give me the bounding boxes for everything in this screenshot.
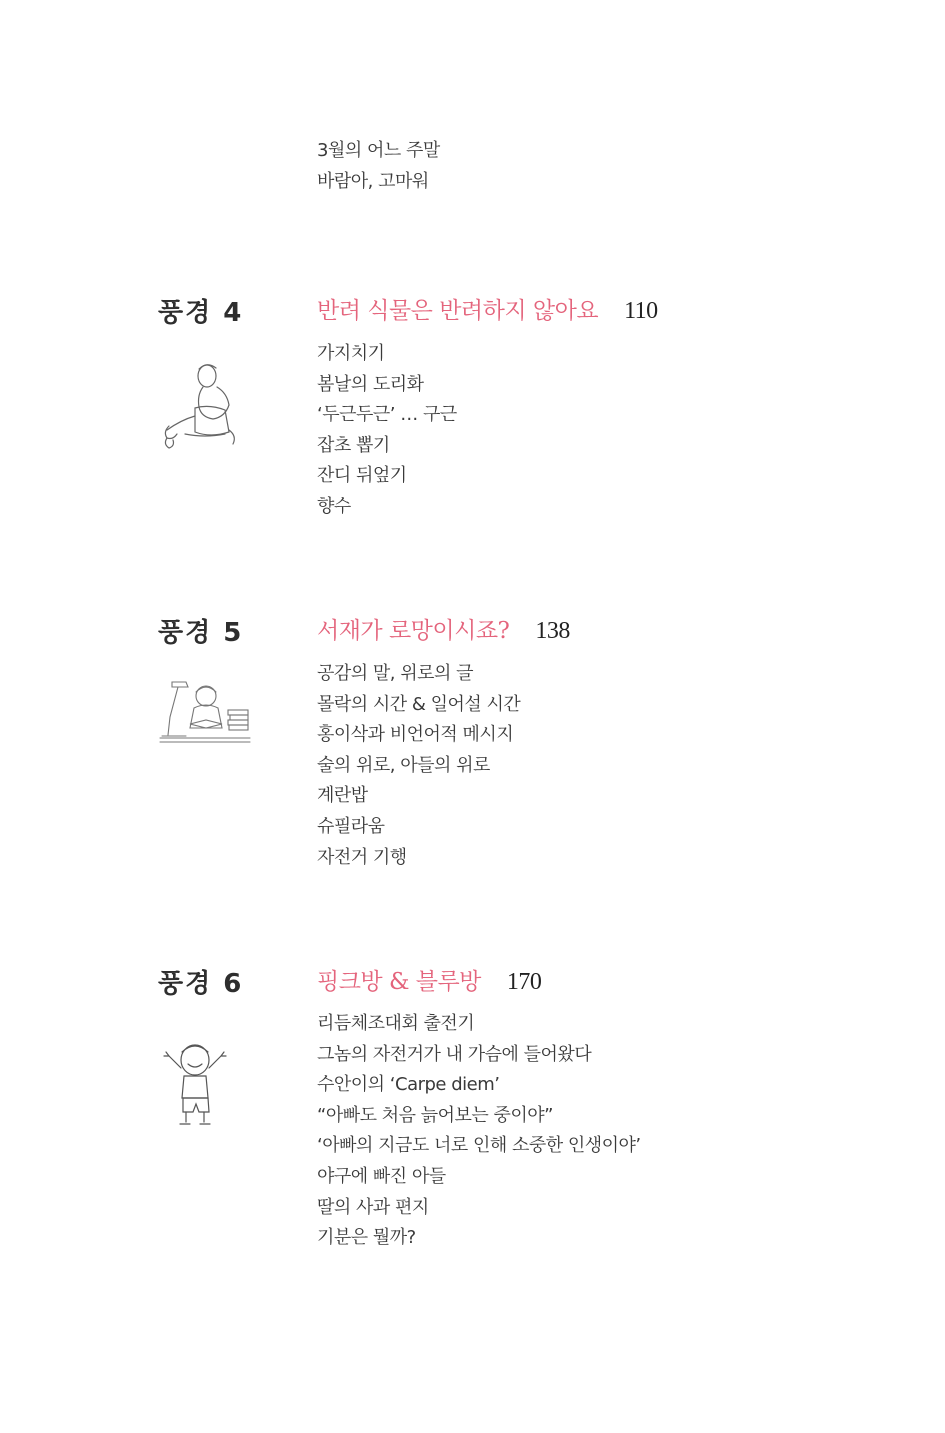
list-item: “아빠도 처음 늙어보는 중이야” [317, 1104, 553, 1126]
chapter-heading[interactable] [317, 612, 570, 645]
list-item: 야구에 빠진 아들 [317, 1165, 446, 1187]
chapter-title[interactable]: 서재가 로망이시죠? [317, 618, 510, 644]
chapter-label: 풍경 6 [158, 969, 244, 999]
list-item: ‘아빠의 지금도 너로 인해 소중한 인생이야’ [317, 1135, 641, 1157]
chapter-title[interactable]: 핑크방 & 블루방 [317, 969, 481, 995]
list-item: 가지치기 [317, 343, 385, 364]
chapter-label: 풍경 4 [158, 298, 244, 328]
chapter-title[interactable]: 반려 식물은 반려하지 않아요 [317, 298, 599, 324]
cheering-boy-illustration [160, 1040, 230, 1130]
intro-list [317, 136, 440, 197]
chapter-heading[interactable] [317, 963, 541, 996]
list-item: ‘두근두근’ … 구근 [317, 404, 457, 426]
watering-man-illustration [155, 360, 245, 460]
list-item: 슈필라움 [317, 815, 385, 837]
list-item: 잔디 뒤엎기 [317, 465, 407, 487]
list-item: 홍이삭과 비언어적 메시지 [317, 724, 514, 746]
list-item: 자전거 기행 [317, 846, 407, 868]
list-item: 기분은 뭘까? [317, 1227, 416, 1249]
chapter-page-number: 170 [506, 969, 542, 995]
list-item: 바람아, 고마워 [317, 170, 429, 192]
chapter-page-number: 138 [535, 618, 570, 644]
chapter-page-number: 110 [624, 298, 658, 324]
list-item: 향수 [317, 495, 351, 517]
list-item: 공감의 말, 위로의 글 [317, 663, 473, 684]
chapter-label: 풍경 5 [158, 618, 244, 648]
chapter-items [317, 1009, 641, 1254]
chapter-items [317, 339, 457, 523]
list-item: 잡초 뽑기 [317, 434, 390, 456]
list-item: 봄날의 도리화 [317, 373, 424, 395]
list-item: 수안이의 ‘Carpe diem’ [317, 1074, 500, 1096]
list-item: 몰락의 시간 & 일어설 시간 [317, 693, 521, 715]
list-item: 그놈의 자전거가 내 가슴에 들어왔다 [317, 1043, 592, 1065]
list-item: 딸의 사과 편지 [317, 1196, 429, 1218]
list-item: 3월의 어느 주말 [317, 140, 440, 161]
chapter-items [317, 659, 520, 873]
list-item: 계란밥 [317, 785, 368, 807]
reading-desk-illustration [158, 676, 253, 751]
chapter-heading[interactable] [317, 292, 658, 325]
list-item: 리듬체조대회 출전기 [317, 1013, 475, 1034]
list-item: 술의 위로, 아들의 위로 [317, 754, 490, 776]
